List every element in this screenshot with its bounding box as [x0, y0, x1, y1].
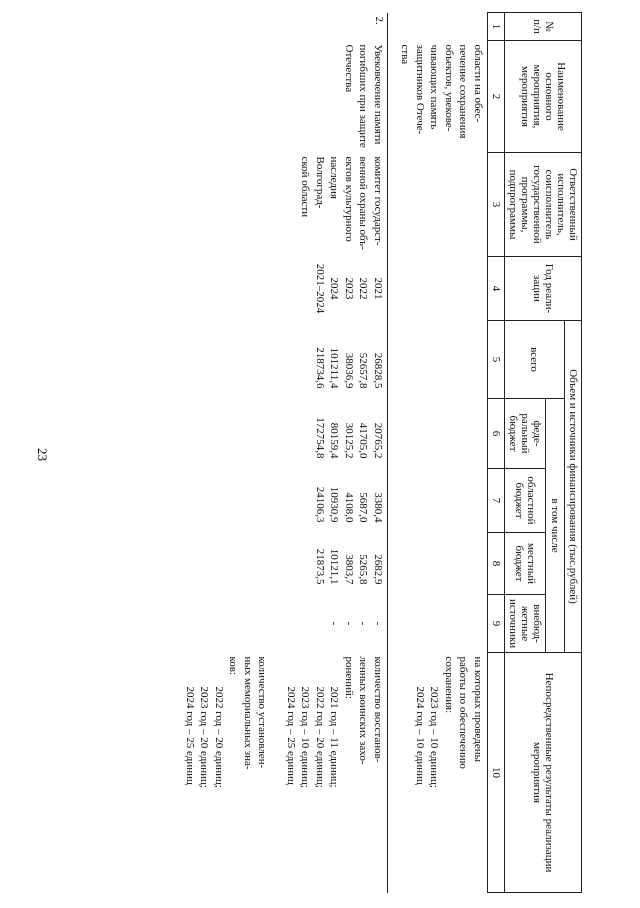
col-num-header: № п/п [505, 13, 582, 41]
row2-reg: 3380,4 5687,0 4108,0 10930,9 24106,3 [181, 469, 388, 533]
col-year-header: Год реали- зации [505, 257, 582, 321]
col-number: 1 [488, 13, 505, 41]
table-row [388, 13, 488, 893]
loc-header: местный бюджет [505, 533, 546, 595]
col-number: 6 [488, 399, 505, 469]
page-number: 23 [35, 448, 50, 461]
col-number: 9 [488, 595, 505, 653]
col-number: 7 [488, 469, 505, 533]
col-number: 2 [488, 41, 505, 153]
table-row [181, 13, 388, 893]
program-table [181, 12, 583, 893]
col-number: 10 [488, 653, 505, 893]
column-numbers-row [488, 13, 505, 893]
row2-extra: - - - - [181, 595, 388, 653]
row2-executor: комитет государст- венной охраны объ- ектов культурного наследия Волгоград- ской области [181, 153, 388, 257]
extra-header: внебюд- жетные источники [505, 595, 546, 653]
row2-total: 26828,5 52657,8 38036,9 101211,4 218734,6 [181, 321, 388, 399]
row2-fed: 20765,2 41705,0 30125,2 80159,4 172754,8 [181, 399, 388, 469]
row2-name: Увековечение памяти погибших при защите Отечества [181, 41, 388, 153]
col-number: 4 [488, 257, 505, 321]
row2-num: 2. [181, 13, 388, 41]
col-number: 8 [488, 533, 505, 595]
row1-result: на которых проведены работы по обеспечению сохранения: 2023 год – 10 единиц; 2024 год – 10 единиц [414, 656, 484, 788]
col-result-header: Непосредственные результаты реализации мероприятия [505, 653, 582, 893]
funding-header: Объем и источники финансирования (тыс.рублей) [565, 321, 582, 653]
incl-header: в том числе [546, 399, 565, 653]
col-number: 3 [488, 153, 505, 257]
fed-header: феде- ральный бюджет [505, 399, 546, 469]
row2-result: количество восстанов- ленных воинских захо- ронений: 2021 год – 11 единиц; 2022 год – 20 единиц; 2023 год – 10 единиц; 2024 год – 25 единиц количество установлен- ных мемориальных зна- ков: 2022 год – 20 единиц; 2023 год – 20 единиц; 2024 год – 25 единиц [181, 653, 388, 893]
col-executor-header: Ответственный исполнитель, соисполнитель государственной программы, подпрограммы [505, 153, 582, 257]
row2-loc: 2682,9 5265,8 3803,7 10121,1 21873,5 [181, 533, 388, 595]
col-name-header: Наименование основного мероприятия, мероприятия [505, 41, 582, 153]
row2-years: 2021 2022 2023 2024 2021–2024 [181, 257, 388, 321]
rotated-table-container [82, 12, 582, 892]
total-header: всего [505, 321, 565, 399]
reg-header: областной бюджет [505, 469, 546, 533]
col-number: 5 [488, 321, 505, 399]
row1-name: области на обес- печение сохранения объектов, увекове- чивающих память защитников Отече- ства [399, 44, 484, 139]
